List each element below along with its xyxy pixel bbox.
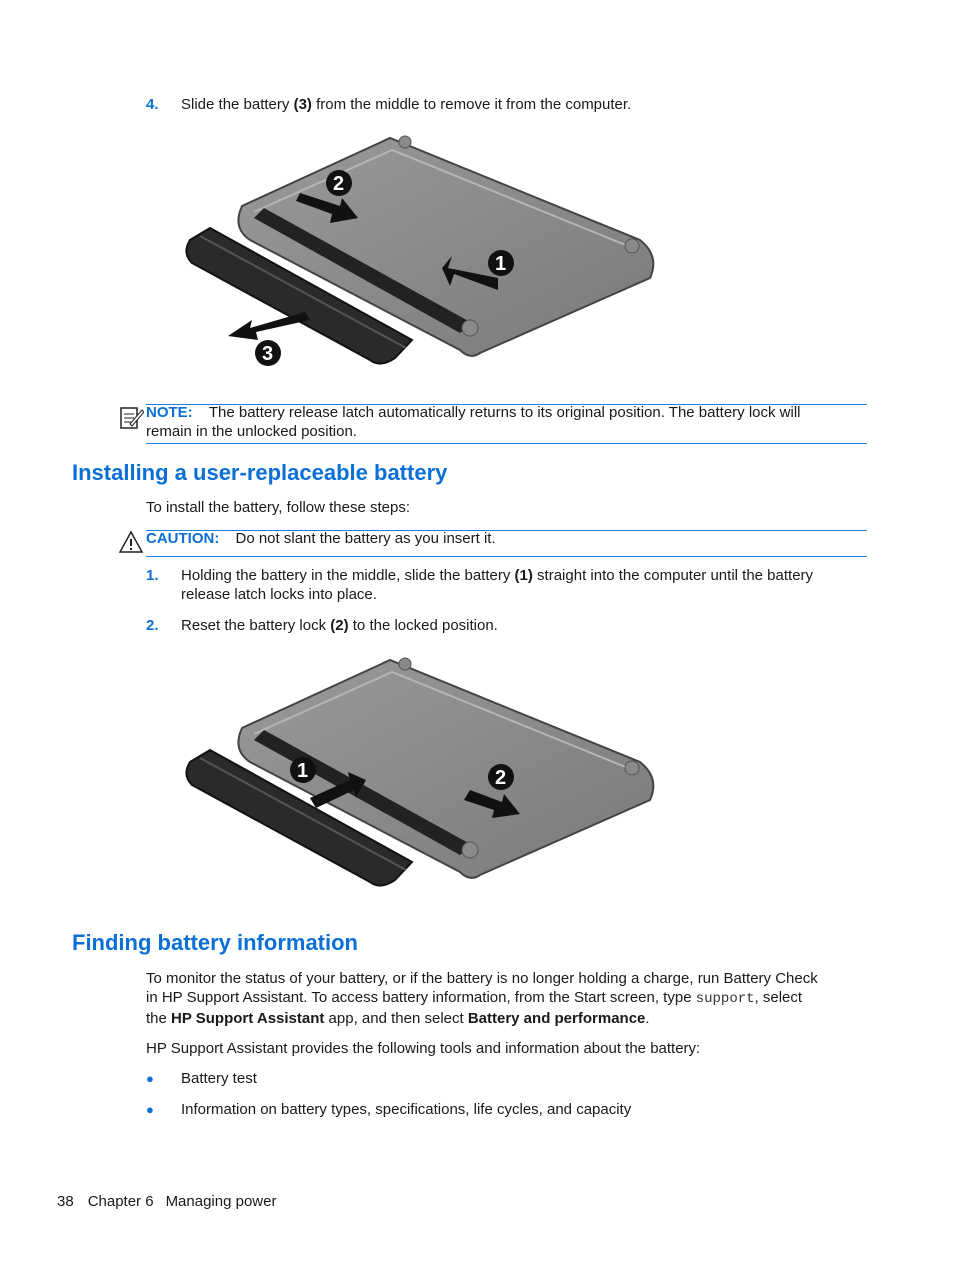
- step-text-part: to the locked position.: [348, 617, 498, 634]
- inline-code: support: [695, 991, 755, 1007]
- note-icon: [118, 404, 144, 430]
- callout-2: [326, 170, 352, 196]
- note-label: NOTE:: [146, 404, 193, 421]
- page-footer: [57, 1192, 276, 1211]
- paragraph-text: in HP Support Assistant. To access battery information, from the Start screen, type: [146, 989, 696, 1006]
- footer-chapter: Chapter 6: [87, 1193, 154, 1210]
- note-bottom-rule: [146, 443, 867, 444]
- step-text-part: Reset the battery lock: [181, 617, 331, 634]
- caution-text: Do not slant the battery as you insert it.: [235, 530, 496, 547]
- arrow-3: [228, 312, 310, 340]
- note-text-line2: remain in the unlocked position.: [146, 423, 357, 440]
- note-block: [146, 403, 867, 441]
- paragraph-text: the: [146, 1010, 172, 1027]
- list-item: Information on battery types, specifications, life cycles, and capacity: [181, 1101, 632, 1118]
- paragraph-text: .: [645, 1010, 650, 1027]
- svg-text:3: 3: [262, 343, 274, 365]
- svg-text:2: 2: [495, 767, 507, 789]
- step-text: [181, 566, 871, 604]
- step-text-part: Holding the battery in the middle, slide the battery: [181, 567, 515, 584]
- step-text-part: straight into the computer until the battery: [532, 567, 814, 584]
- caution-label: CAUTION:: [146, 530, 220, 547]
- step-number: 1.: [146, 567, 159, 584]
- section-heading: Finding battery information: [72, 930, 358, 955]
- callout-1: [290, 757, 316, 783]
- battery-removal-illustration: [180, 128, 670, 390]
- section-heading: Installing a user-replaceable battery: [72, 460, 448, 485]
- svg-text:2: 2: [333, 173, 345, 195]
- caution-block: [146, 529, 867, 548]
- warning-triangle-icon: [118, 530, 144, 554]
- svg-text:1: 1: [297, 760, 309, 782]
- battery-install-illustration: [180, 650, 670, 912]
- page-number: 38: [57, 1193, 74, 1210]
- paragraph-text: , select: [754, 989, 803, 1006]
- step-text: [181, 95, 871, 114]
- bullet-icon: ●: [146, 1102, 154, 1117]
- bullet-icon: ●: [146, 1071, 154, 1086]
- step-callout-ref: (3): [293, 96, 312, 113]
- step-number: 2.: [146, 617, 159, 634]
- step-callout-ref: (2): [330, 617, 349, 634]
- note-text: The battery release latch automatically returns to its original position. The battery lock will: [208, 404, 801, 421]
- app-name: HP Support Assistant: [171, 1010, 325, 1027]
- list-item: Battery test: [181, 1070, 257, 1087]
- section-paragraph: HP Support Assistant provides the following tools and information about the battery:: [146, 1040, 701, 1057]
- step-text-part: from the middle to remove it from the computer.: [311, 96, 632, 113]
- callout-3: [255, 340, 281, 366]
- step-text-part: Slide the battery: [181, 96, 294, 113]
- footer-title: Managing power: [165, 1193, 277, 1210]
- paragraph-text: To monitor the status of your battery, or if the battery is no longer holding a charge, run Battery Check: [146, 970, 818, 987]
- section-intro: To install the battery, follow these steps:: [146, 499, 411, 516]
- step-text-part: release latch locks into place.: [181, 586, 377, 603]
- step-text: [181, 616, 871, 635]
- step-callout-ref: (1): [514, 567, 533, 584]
- svg-text:1: 1: [495, 253, 507, 275]
- callout-2: [488, 764, 514, 790]
- paragraph-text: app, and then select: [324, 1010, 468, 1027]
- caution-bottom-rule: [146, 556, 867, 557]
- step-number: 4.: [146, 96, 159, 113]
- section-paragraph: [146, 969, 870, 1028]
- callout-1: [488, 250, 514, 276]
- option-name: Battery and performance: [467, 1010, 646, 1027]
